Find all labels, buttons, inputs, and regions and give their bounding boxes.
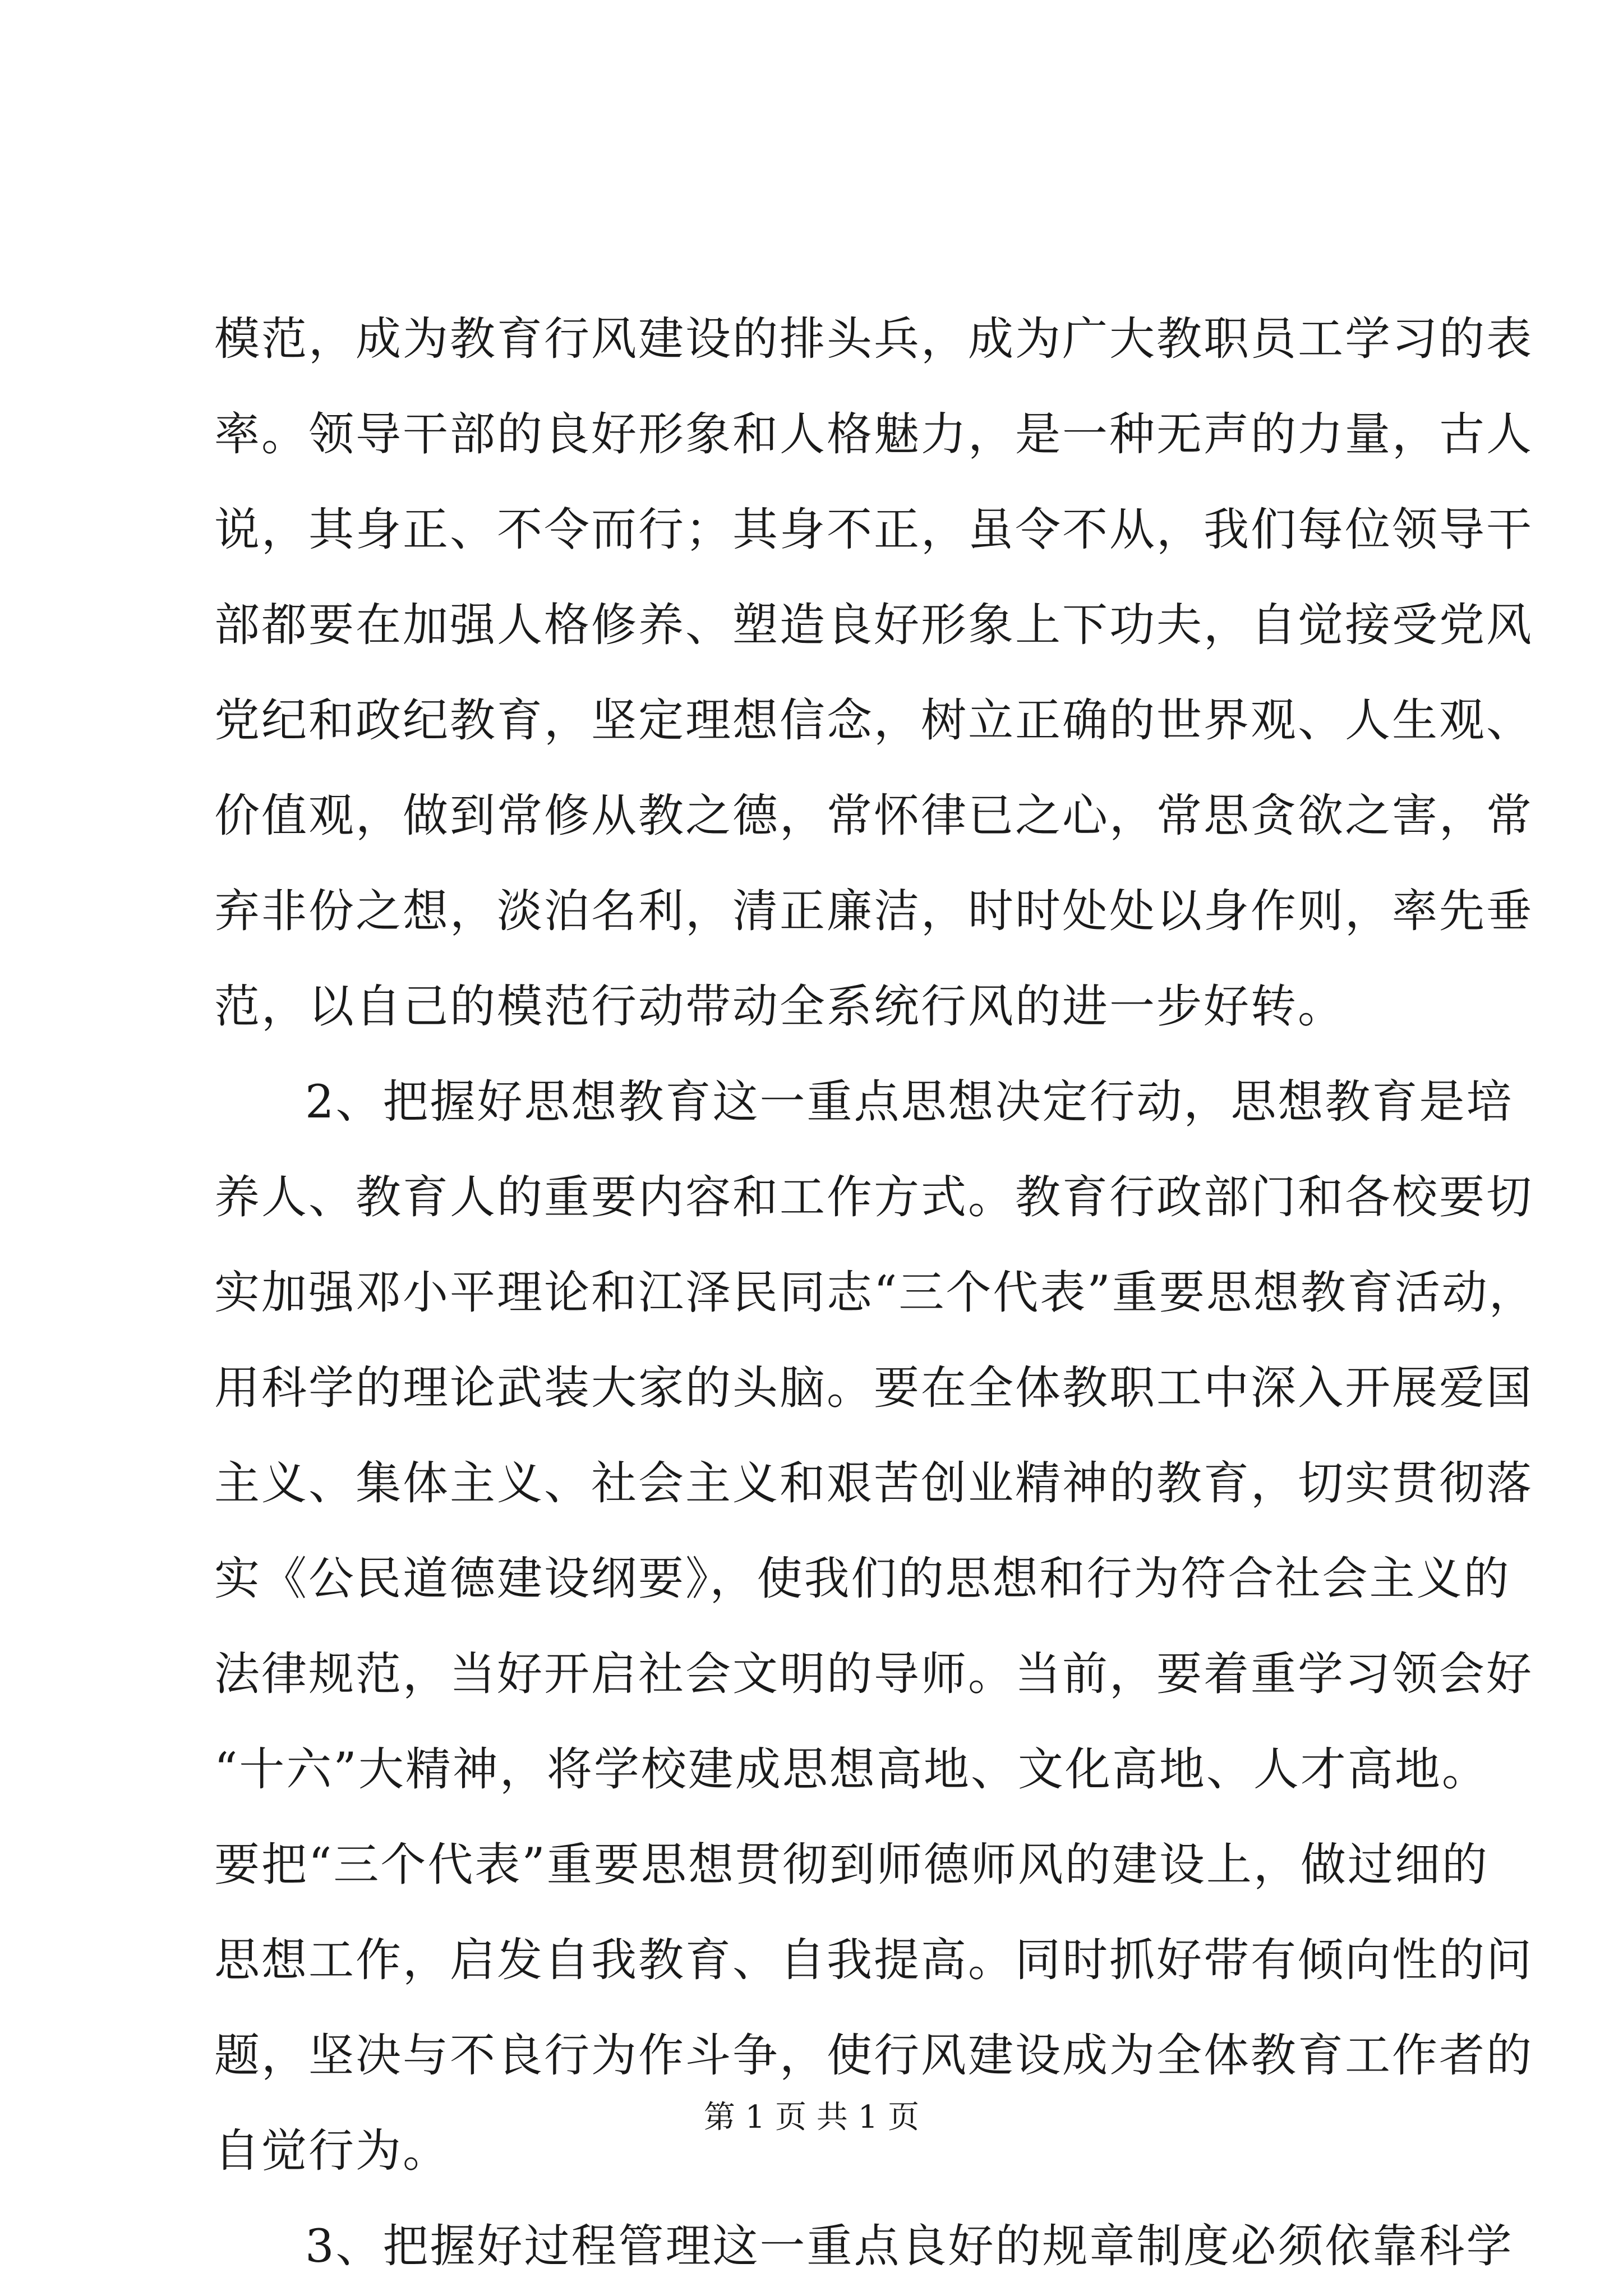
text-line: 要把“三个代表”重要思想贯彻到师德师风的建设上，做过细的 xyxy=(214,1839,1489,1892)
text-line: 题，坚决与不良行为作斗争，使行风建设成为全体教育工作者的 xyxy=(214,2030,1534,2082)
paragraph-start-line: 3、把握好过程管理这一重点良好的规章制度必须依靠科学 xyxy=(305,2220,1514,2273)
text-line: 模范，成为教育行风建设的排头兵，成为广大教职员工学习的表 xyxy=(214,313,1534,366)
text-line: 说，其身正、不令而行；其身不正，虽令不从，我们每位领导干 xyxy=(214,504,1534,556)
text-line: 率。领导干部的良好形象和人格魅力，是一种无声的力量，古人 xyxy=(214,408,1534,461)
text-line: 用科学的理论武装大家的头脑。要在全体教职工中深入开展爱国 xyxy=(214,1362,1534,1415)
text-line: 党纪和政纪教育，坚定理想信念，树立正确的世界观、人生观、 xyxy=(214,694,1534,747)
text-line: 主义、集体主义、社会主义和艰苦创业精神的教育，切实贯彻落 xyxy=(214,1457,1534,1510)
text-line: 实加强邓小平理论和江泽民同志“三个代表”重要思想教育活动， xyxy=(214,1267,1536,1319)
paragraph-start-line: 2、把握好思想教育这一重点思想决定行动，思想教育是培 xyxy=(305,1076,1514,1129)
text-line: 实《公民道德建设纲要》，使我们的思想和行为符合社会主义的 xyxy=(214,1553,1511,1605)
text-line: 思想工作，启发自我教育、自我提高。同时抓好带有倾向性的问 xyxy=(214,1934,1534,1987)
text-line: “十六”大精神，将学校建成思想高地、文化高地、人才高地。 xyxy=(214,1743,1489,1796)
text-line: 价值观，做到常修从教之德，常怀律已之心，常思贪欲之害，常 xyxy=(214,790,1534,843)
text-line: 养人、教育人的重要内容和工作方式。教育行政部门和各校要切 xyxy=(214,1171,1534,1224)
text-line: 范，以自己的模范行动带动全系统行风的进一步好转。 xyxy=(214,981,1345,1033)
body-text xyxy=(214,292,1536,2294)
text-line: 自觉行为。 xyxy=(214,2125,450,2178)
page-footer: 第 1 页 共 1 页 xyxy=(703,2099,920,2136)
text-line: 法律规范，当好开启社会文明的导师。当前，要着重学习领会好 xyxy=(214,1648,1534,1701)
text-line: 部都要在加强人格修养、塑造良好形象上下功夫，自觉接受党风 xyxy=(214,599,1534,652)
text-line: 弃非份之想，淡泊名利，清正廉洁，时时处处以身作则，率先垂 xyxy=(214,885,1534,938)
